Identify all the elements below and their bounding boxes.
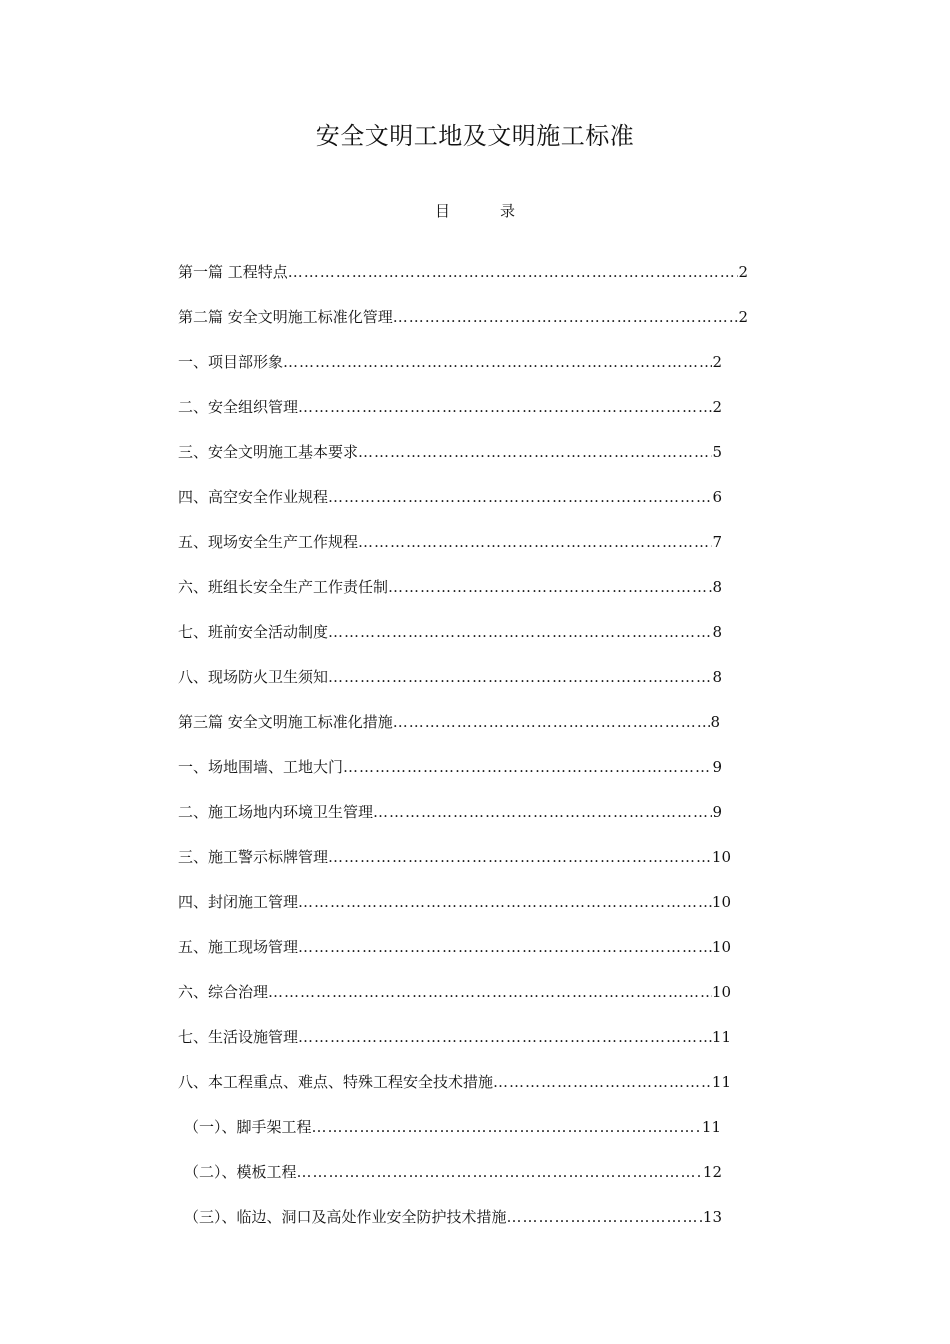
toc-entry-page: 11 <box>711 1028 731 1046</box>
toc-leader-dots <box>268 982 712 1002</box>
toc-leader-dots <box>298 892 712 912</box>
toc-entry-label: 四、高空安全作业规程 <box>178 488 329 506</box>
toc-leader-dots <box>298 937 712 957</box>
toc-entry-label: 八、本工程重点、难点、特殊工程安全技术措施 <box>178 1073 494 1091</box>
toc-leader-dots <box>328 847 712 867</box>
toc-entry-label: 第三篇 安全文明施工标准化措施 <box>178 713 393 731</box>
toc-entry[interactable] <box>178 622 722 642</box>
toc-leader-dots <box>328 622 712 642</box>
toc-entry-page: 8 <box>712 668 722 686</box>
toc-entry[interactable] <box>184 1207 722 1227</box>
toc-entry-page: 12 <box>702 1163 722 1181</box>
toc-entry-label: 第二篇 安全文明施工标准化管理 <box>178 308 393 326</box>
toc-entry[interactable] <box>178 442 722 462</box>
toc-leader-dots <box>288 262 739 282</box>
toc-entry[interactable] <box>184 1117 721 1137</box>
toc-entry-page: 7 <box>712 533 722 551</box>
toc-entry[interactable] <box>178 532 722 552</box>
toc-entry-page: 10 <box>711 893 731 911</box>
toc-entry-page: 11 <box>711 1073 731 1091</box>
toc-entry[interactable] <box>178 712 720 732</box>
toc-entry-page: 10 <box>711 848 731 866</box>
toc-entry-page: 2 <box>738 308 748 326</box>
toc-entry[interactable] <box>178 937 731 957</box>
toc-entry-page: 8 <box>712 578 722 596</box>
toc-entry-label: 五、现场安全生产工作规程 <box>178 533 359 551</box>
toc-entry-label: （一）、脚手架工程 <box>184 1118 312 1136</box>
toc-leader-dots <box>373 802 712 822</box>
toc-entry-page: 10 <box>711 938 731 956</box>
toc-entry[interactable] <box>184 1162 722 1182</box>
toc-leader-dots <box>328 487 712 507</box>
toc-entry-page: 13 <box>702 1208 722 1226</box>
toc-leader-dots <box>358 442 712 462</box>
toc-entry-label: 六、班组长安全生产工作责任制 <box>178 578 389 596</box>
toc-leader-dots <box>343 757 712 777</box>
toc-leader-dots <box>507 1207 703 1227</box>
toc-heading-left: 目 <box>434 202 450 220</box>
toc-entry-page: 5 <box>712 443 722 461</box>
toc-entry[interactable] <box>178 262 748 282</box>
toc-entry[interactable] <box>178 487 722 507</box>
toc-leader-dots <box>298 397 712 417</box>
toc-entry[interactable] <box>178 667 722 687</box>
toc-entry-page: 2 <box>738 263 748 281</box>
toc-leader-dots <box>388 577 712 597</box>
toc-heading-right: 录 <box>500 202 516 220</box>
toc-leader-dots <box>328 667 712 687</box>
toc-entry-label: （二）、模板工程 <box>184 1163 297 1181</box>
toc-entry-label: 六、综合治理 <box>178 983 269 1001</box>
toc-entry[interactable] <box>178 892 731 912</box>
toc-entry[interactable] <box>178 757 722 777</box>
toc-entry[interactable] <box>178 847 731 867</box>
toc-entry-page: 6 <box>712 488 722 506</box>
toc-leader-dots <box>297 1162 703 1182</box>
toc-entry-label: 四、封闭施工管理 <box>178 893 299 911</box>
toc-leader-dots <box>393 712 711 732</box>
toc-leader-dots <box>283 352 712 372</box>
toc-entry-page: 11 <box>701 1118 721 1136</box>
toc-entry[interactable] <box>178 352 722 372</box>
toc-entry[interactable] <box>178 802 722 822</box>
toc-entry-label: 三、安全文明施工基本要求 <box>178 443 359 461</box>
toc-entry-label: 二、施工场地内环境卫生管理 <box>178 803 374 821</box>
toc-entry[interactable] <box>178 307 748 327</box>
document-title: 安全文明工地及文明施工标准 <box>315 122 635 150</box>
toc-entry-page: 2 <box>712 398 722 416</box>
toc-leader-dots <box>312 1117 702 1137</box>
toc-entry-page: 8 <box>710 713 720 731</box>
toc-entry-label: 八、现场防火卫生须知 <box>178 668 329 686</box>
toc-leader-dots <box>393 307 739 327</box>
toc-entry[interactable] <box>178 1027 731 1047</box>
toc-entry-page: 8 <box>712 623 722 641</box>
toc-entry-page: 9 <box>712 758 722 776</box>
toc-entry-label: 七、班前安全活动制度 <box>178 623 329 641</box>
toc-entry-page: 10 <box>711 983 731 1001</box>
toc-heading <box>0 200 950 221</box>
toc-leader-dots <box>298 1027 712 1047</box>
toc-entry-label: 一、场地围墙、工地大门 <box>178 758 344 776</box>
toc-entry[interactable] <box>178 397 722 417</box>
toc-entry-label: 一、项目部形象 <box>178 353 284 371</box>
toc-entry-label: 第一篇 工程特点 <box>178 263 288 281</box>
toc-entry[interactable] <box>178 577 722 597</box>
toc-entry-page: 9 <box>712 803 722 821</box>
toc-leader-dots <box>358 532 712 552</box>
toc-entry-label: 三、施工警示标牌管理 <box>178 848 329 866</box>
toc-entry-label: （三）、临边、洞口及高处作业安全防护技术措施 <box>184 1208 507 1226</box>
toc-entry-label: 五、施工现场管理 <box>178 938 299 956</box>
toc-entry-label: 二、安全组织管理 <box>178 398 299 416</box>
toc-entry[interactable] <box>178 982 731 1002</box>
toc-entry-label: 七、生活设施管理 <box>178 1028 299 1046</box>
toc-entry[interactable] <box>178 1072 731 1092</box>
toc-entry-page: 2 <box>712 353 722 371</box>
toc-leader-dots <box>493 1072 712 1092</box>
